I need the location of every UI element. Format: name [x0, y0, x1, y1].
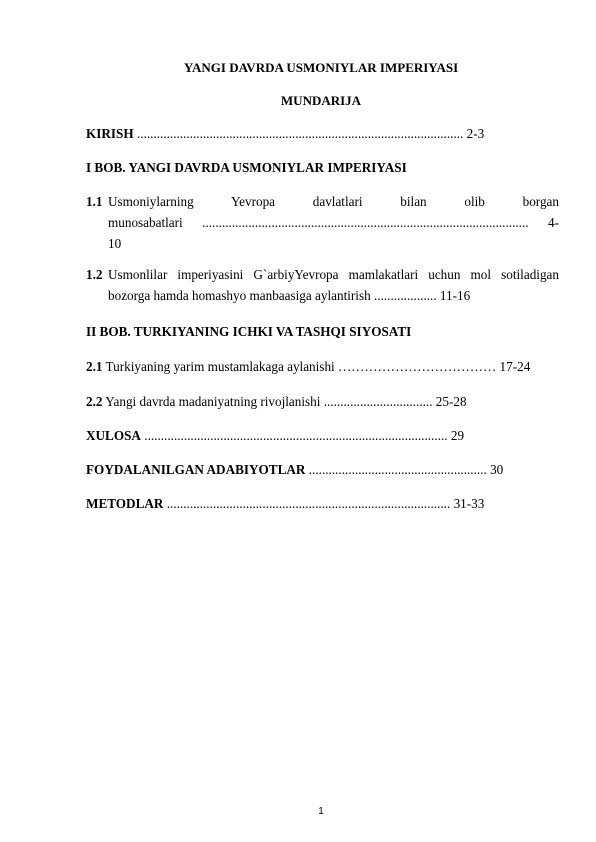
toc-chapter-2: II BOB. TURKIYANING ICHKI VA TASHQI SIYOSATI	[86, 324, 412, 339]
toc-number: 1.1	[86, 194, 103, 209]
toc-text-line: 10	[108, 236, 122, 251]
toc-label: METODLAR	[86, 496, 164, 511]
toc-chapter-1: I BOB. YANGI DAVRDA USMONIYLAR IMPERIYASI	[86, 160, 407, 175]
toc-entry-metodlar	[86, 495, 484, 512]
toc-label: XULOSA	[86, 428, 141, 443]
toc-number: 1.2	[86, 267, 103, 282]
toc-leader: ...................................................................................................	[133, 126, 464, 141]
toc-number: 2.1	[86, 359, 103, 374]
toc-entry-adabiyotlar	[86, 461, 503, 478]
toc-entry-1-2	[86, 264, 559, 306]
toc-leader: ...................................................... 30	[305, 462, 504, 477]
toc-entry-2-2	[86, 393, 467, 410]
toc-leader: ...................................................................................... 31-33	[163, 496, 485, 511]
toc-leader: ............................................................................................ 29	[140, 428, 465, 443]
toc-label: KIRISH	[86, 126, 134, 141]
document-title: YANGI DAVRDA USMONIYLAR IMPERIYASI	[183, 60, 459, 75]
page-number: 1	[318, 806, 324, 817]
toc-text-line: munosabatlari ................................................................................................... 4-	[108, 215, 559, 230]
toc-text: Yangi davrda madaniyatning rivojlanishi ................................. 25-28	[102, 394, 467, 409]
toc-entry-xulosa	[86, 427, 464, 444]
toc-label: FOYDALANILGAN ADABIYOTLAR	[86, 462, 306, 477]
toc-pages: 2-3	[463, 126, 485, 141]
toc-entry-2-1	[86, 358, 530, 375]
toc-text-line: bozorga hamda homashyo manbaasiga aylantirish ................... 11-16	[108, 288, 471, 303]
toc-heading: MUNDARIJA	[280, 93, 362, 108]
toc-text-line: Usmoniylarning Yevropa davlatlari bilan olib borgan	[108, 194, 559, 209]
toc-entry-kirish	[86, 125, 484, 142]
toc-text: Turkiyaning yarim mustamlakaga aylanishi ……………………………… 17-24	[102, 359, 531, 374]
toc-number: 2.2	[86, 394, 103, 409]
toc-entry-1-1	[86, 191, 559, 254]
toc-text-line: Usmonlilar imperiyasini G`arbiyYevropa mamlakatlari uchun mol sotiladigan	[108, 267, 559, 282]
